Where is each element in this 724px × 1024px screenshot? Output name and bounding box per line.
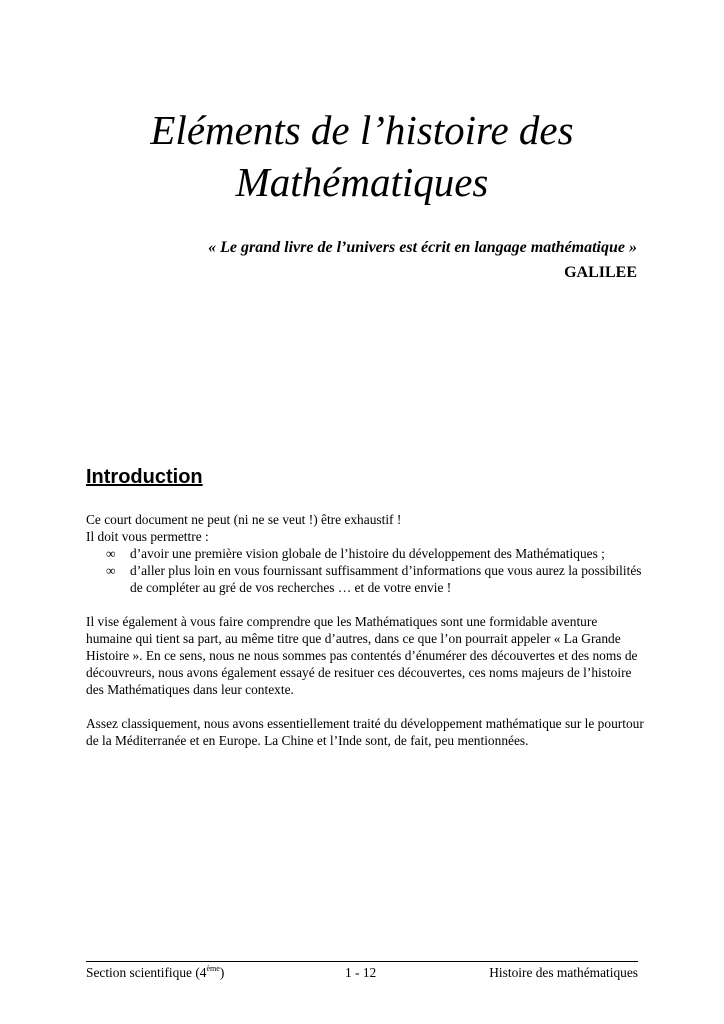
footer-page-number: 1 - 12	[345, 965, 377, 980]
section-heading-introduction: Introduction	[86, 466, 203, 488]
document-title	[60, 104, 664, 208]
footer-section-suffix: )	[219, 965, 225, 980]
epigraph-author: GALILEE	[564, 264, 637, 281]
bullet-text: d’aller plus loin en vous fournissant suffisamment d’informations que vous aurez la possibilités de compléter au gré de vos recherches … et de votre envie !	[130, 563, 642, 595]
intro-line-1: Ce court document ne peut (ni ne se veut !) être exhaustif !	[86, 512, 402, 527]
bullet-list	[86, 545, 646, 596]
footer-document-title: Histoire des mathématiques	[489, 965, 638, 980]
bullet-text: d’avoir une première vision globale de l’histoire du développement des Mathématiques ;	[130, 546, 605, 561]
footer-section	[86, 964, 224, 981]
epigraph-quote: « Le grand livre de l’univers est écrit en langage mathématique »	[208, 239, 637, 256]
infinity-bullet-icon: ∞	[106, 563, 116, 578]
paragraph-spacer	[86, 698, 646, 715]
introduction-body	[86, 511, 646, 749]
intro-paragraph-3: Assez classiquement, nous avons essentiellement traité du développement mathématique sur le pourtour de la Méditerranée et en Europe. La Chine et l’Inde sont, de fait, peu mentionnées.	[86, 716, 644, 748]
title-line-2: Mathématiques	[235, 159, 489, 205]
footer-section-superscript: ème	[206, 964, 220, 973]
infinity-bullet-icon: ∞	[106, 546, 116, 561]
footer-divider	[86, 961, 638, 962]
intro-paragraph-2: Il vise également à vous faire comprendre que les Mathématiques sont une formidable aventure humaine qui tient sa part, au même titre que d’autres, dans ce que l’on pourrait appeler « La Grande Histoire ». En ce sens, nous ne nous sommes pas contentés d’énumérer des découvertes et des noms de découvreurs, nous avons également essayé de resituer ces découvertes, ces noms majeurs de l’histoire des Mathématiques dans leur contexte.	[86, 614, 638, 697]
intro-line-2: Il doit vous permettre :	[86, 529, 209, 544]
title-line-1: Eléments de l’histoire des	[150, 107, 574, 153]
list-item	[86, 545, 646, 562]
list-item	[86, 562, 646, 596]
footer-section-prefix: Section scientifique (4	[86, 965, 207, 980]
paragraph-spacer	[86, 596, 646, 613]
